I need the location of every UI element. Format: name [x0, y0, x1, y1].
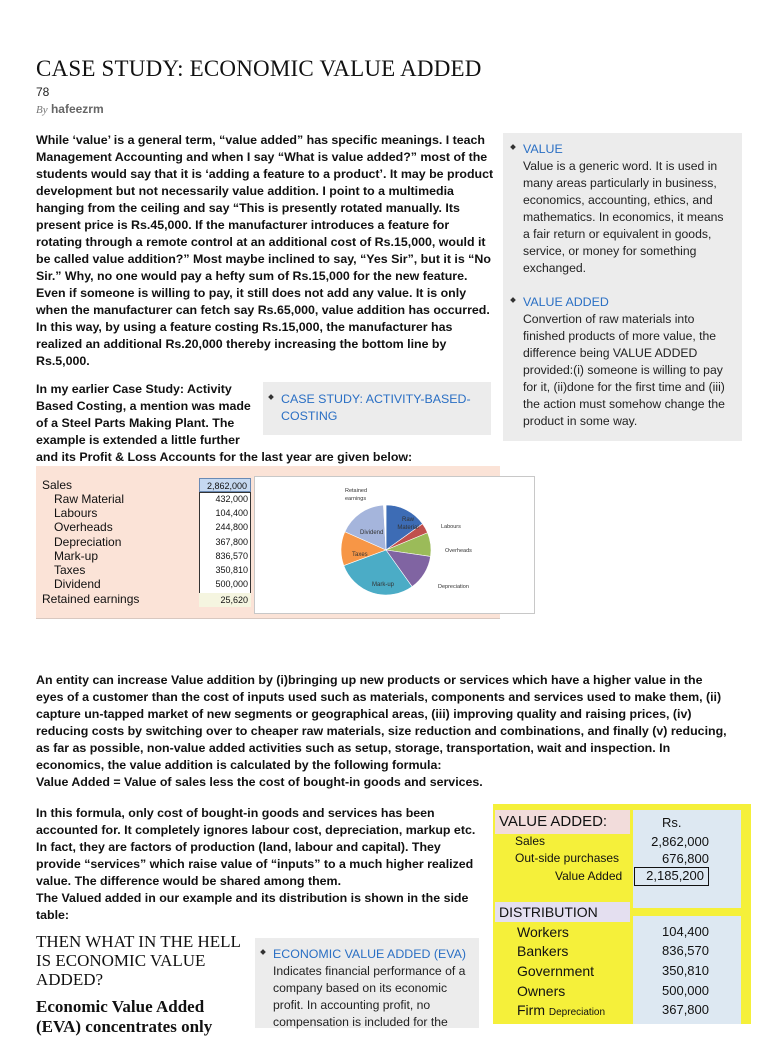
- page-title: CASE STUDY: ECONOMIC VALUE ADDED: [36, 56, 482, 81]
- sidebar-heading-value-added[interactable]: VALUE ADDED: [523, 295, 609, 309]
- sidebar-text-value: Value is a generic word. It is used in many areas particularly in business, economics, accounting, ethics, and mathematics. In economics, it means a fair return or equivalent in goods, service, or money for something exchanged.: [523, 159, 724, 275]
- va-dist-value: 350,810: [662, 963, 709, 978]
- va-sales-value: 2,862,000: [651, 834, 709, 849]
- sidebar-heading-value[interactable]: VALUE: [523, 142, 563, 156]
- pie-label: Overheads: [445, 548, 472, 554]
- bullet-icon: [510, 144, 516, 150]
- pl-label-labours: Labours: [54, 506, 98, 520]
- pl-label-markup: Mark-up: [54, 549, 99, 563]
- intro-paragraph: While ‘value’ is a general term, “value added” has specific meanings. I teach Management Accounting and when I say “What is value added?” most of the students would say that it is ‘adding a feature to a product’. It may be product development but not necessarily value addition. I point to a multimedia hanging from the ceiling and say “This is presently rotated manually. Its present price is Rs.45,000. If the manufacturer introduces a feature for rotating through a remote control at an additional cost of Rs.15,000, would it be called value addition?” Most maybe inclined to say, “Yes Sir”, but it is “No Sir.” Why, no one would pay a hefty sum of Rs.15,000 for the new feature. Even if someone is willing to pay, it still does not add any value. It is only when the manufacturer can fetch say Rs.65,000, value addition has occurred. In this way, by using a feature costing Rs.15,000, the manufacturer has realized an additional Rs.20,000 thereby increasing the bottom line by Rs.5,000.: [36, 133, 494, 368]
- va-firm-label: [517, 1002, 605, 1018]
- pie-label: Depreciation: [438, 584, 469, 590]
- pl-value-taxes: 350,810: [215, 565, 248, 575]
- pl-label-overheads: Overheads: [54, 520, 113, 534]
- va-dist-label: Government: [517, 963, 595, 979]
- sidebar-entry-value: [513, 141, 732, 277]
- formula-note-paragraph: [36, 805, 476, 924]
- pl-value-retained: 25,620: [199, 593, 251, 607]
- va-title: VALUE ADDED:: [499, 813, 608, 830]
- bullet-icon: [260, 949, 266, 955]
- byline: [36, 102, 104, 116]
- va-purchases-label: Out-side purchases: [515, 851, 620, 865]
- sidebar-eva: [255, 938, 479, 1028]
- va-dist-label: Bankers: [517, 943, 569, 959]
- va-firm-main: Firm: [517, 1002, 545, 1018]
- va-added-label: Value Added: [555, 869, 623, 883]
- sidebar-heading-eva[interactable]: ECONOMIC VALUE ADDED (EVA): [273, 947, 467, 961]
- va-distribution-title: DISTRIBUTION: [499, 904, 598, 920]
- view-count: 78: [36, 85, 50, 99]
- side-table-note: The Valued added in our example and its distribution is shown in the side table:: [36, 891, 469, 922]
- sidebar-text-value-added: Convertion of raw materials into finished products of more value, the difference being VALUE ADDED provided:(i) someone is willing to pay for it, (ii)done for the first time and (iii) the action must somehow change the product in some way.: [523, 312, 725, 428]
- pie-label: Mark-up: [371, 582, 395, 588]
- sidebar-entry-eva: [263, 946, 471, 1031]
- va-firm-sub: Depreciation: [548, 1007, 606, 1018]
- pl-value-depreciation: 367,800: [215, 537, 248, 547]
- entity-paragraph: [36, 672, 732, 791]
- pie-label: Taxes: [352, 552, 368, 558]
- pl-value-labours: 104,400: [215, 508, 248, 518]
- pl-label-raw-material: Raw Material: [54, 492, 125, 506]
- va-sales-label: Sales: [515, 834, 546, 848]
- pie-label: Labours: [441, 524, 461, 530]
- then-what-heading: THEN WHAT IN THE HELL IS ECONOMIC VALUE ADDED?: [36, 932, 241, 989]
- formula-note-text: In this formula, only cost of bought-in goods and services has been accounted for. It completely ignores labour cost, depreciation, markup etc. In fact, they are factors of production (land, labour and capital). They provide “services” which raise value of “inputs” to a much higher realized value. The difference would be shared among them.: [36, 806, 476, 888]
- va-dist-label: Workers: [517, 924, 569, 940]
- va-purchases-value: 676,800: [662, 851, 709, 866]
- earlier-paragraph: In my earlier Case Study: Activity Based Costing, a mention was made of a Steel Parts Making Plant. The example is extended a little further: [36, 382, 251, 447]
- sidebar-text-eva: Indicates financial performance of a company based on its economic profit. In accounting profit, no compensation is included for the: [273, 964, 466, 1029]
- related-link-entry: [271, 391, 483, 425]
- va-dist-label: Owners: [517, 983, 566, 999]
- va-dist-value: 836,570: [662, 943, 709, 958]
- byline-by: By: [36, 104, 48, 116]
- pl-value-sales: 2,862,000: [199, 478, 251, 492]
- va-dist-value: 104,400: [662, 924, 709, 939]
- bullet-icon: [510, 297, 516, 303]
- value-added-table: [493, 804, 751, 1024]
- bullet-icon: [268, 394, 274, 400]
- pl-value-overheads: 244,800: [215, 522, 248, 532]
- va-added-value: 2,185,200: [634, 867, 709, 886]
- pl-value-dividend: 500,000: [215, 579, 248, 589]
- pl-label-taxes: Taxes: [54, 563, 86, 577]
- pl-label-retained: Retained earnings: [42, 592, 140, 606]
- earlier-paragraph-end: and its Profit & Loss Accounts for the last year are given below:: [36, 450, 413, 464]
- formula-text: Value Added = Value of sales less the cost of bought-in goods and services.: [36, 775, 483, 789]
- pl-label-dividend: Dividend: [54, 577, 101, 591]
- pl-label-sales: Sales: [42, 478, 73, 492]
- pl-value-raw-material: 432,000: [215, 494, 248, 504]
- sidebar-entry-value-added: [513, 294, 732, 430]
- sidebar-definitions: [503, 133, 742, 441]
- related-link-box: [263, 382, 491, 435]
- pie-chart: [255, 477, 536, 615]
- pl-figure: [36, 466, 500, 619]
- pie-label: Dividend: [360, 530, 384, 536]
- pie-label: Raw: [401, 517, 415, 523]
- pl-value-markup: 836,570: [215, 551, 248, 561]
- pl-label-depreciation: Depreciation: [54, 535, 122, 549]
- pie-label: Retained: [345, 488, 368, 494]
- pie-label: Material: [397, 525, 419, 531]
- eva-heading: Economic Value Added (EVA) concentrates only: [36, 997, 213, 1036]
- va-currency: Rs.: [662, 815, 682, 830]
- va-firm-value: 367,800: [662, 1002, 709, 1017]
- pie-chart-frame: [254, 476, 535, 614]
- related-link-abc[interactable]: CASE STUDY: ACTIVITY-BASED-COSTING: [281, 392, 471, 423]
- author-link[interactable]: hafeezrm: [50, 102, 104, 116]
- pie-label: earnings: [345, 496, 367, 502]
- entity-text: An entity can increase Value addition by (i)bringing up new products or services which have a higher value in the eyes of a customer than the cost of inputs used such as materials, components and services used to make them, (ii) capture un-tapped market of new segments or geographical areas, (iii) improving quality and raising prices, (iv) reducing costs by switching over to cheaper raw materials, size reduction and combinations, and finally (v) reducing, as far as possible, non-value added activities such as setup, storage, transportation, wait and inspection. In economics, the value addition is calculated by the following formula:: [36, 673, 727, 772]
- va-dist-value: 500,000: [662, 983, 709, 998]
